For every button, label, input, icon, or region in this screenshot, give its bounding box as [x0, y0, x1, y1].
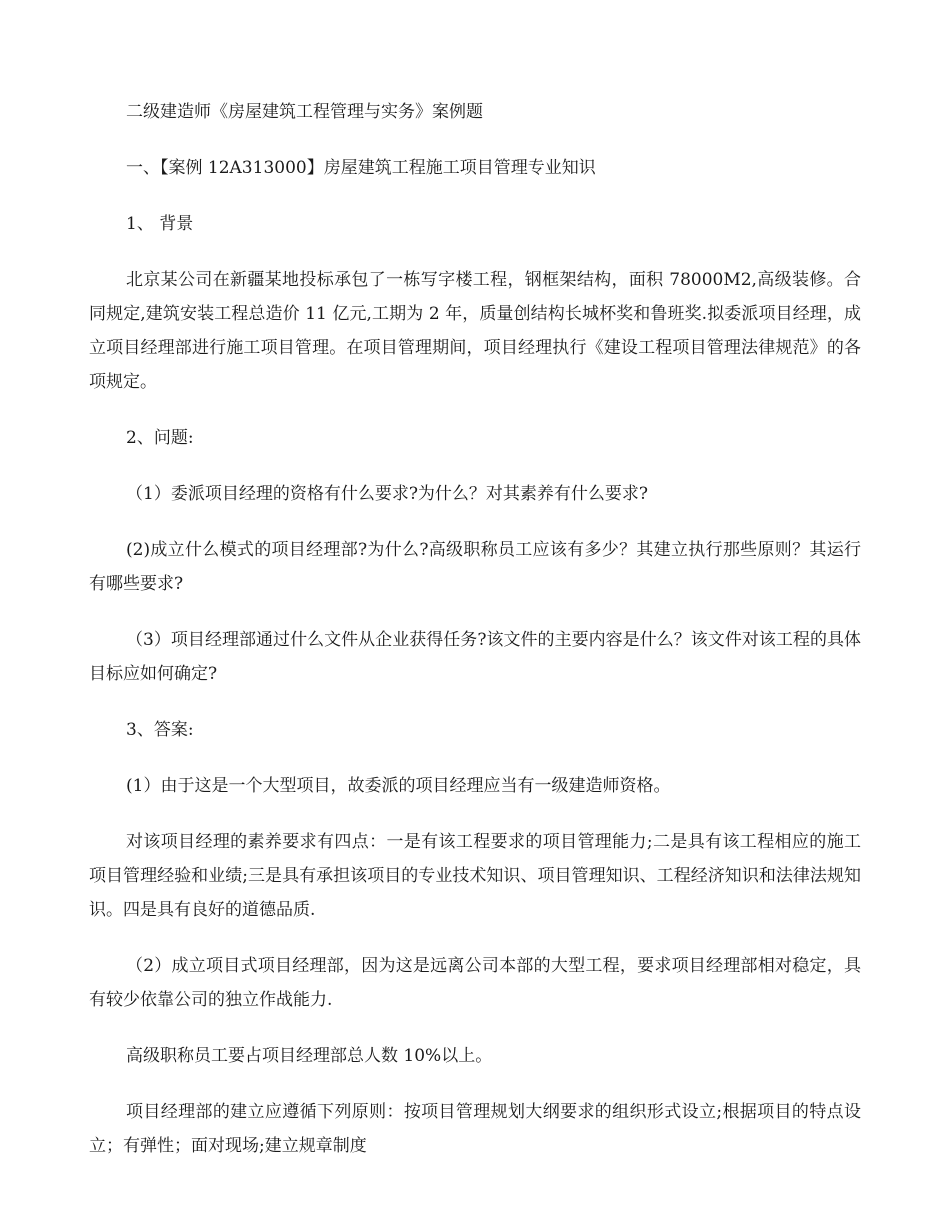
questions-label: 2、问题:: [126, 428, 194, 448]
answers-label: 3、答案:: [126, 720, 194, 740]
question-3: （3）项目经理部通过什么文件从企业获得任务?该文件的主要内容是什么？该文件对该工程的具体目标应如何确定?: [89, 630, 861, 684]
answer-1-detail: 对该项目经理的素养要求有四点：一是有该工程要求的项目管理能力;二是具有该工程相应的施工项目管理经验和业绩;三是具有承担该项目的专业技术知识、项目管理知识、工程经济知识和法律法规知识。四是具有良好的道德品质.: [89, 832, 861, 920]
answer-2: （2）成立项目式项目经理部，因为这是远离公司本部的大型工程，要求项目经理部相对稳定，具有较少依靠公司的独立作战能力.: [89, 956, 861, 1010]
document-title: 二级建造师《房屋建筑工程管理与实务》案例题: [126, 102, 483, 122]
question-2: (2)成立什么模式的项目经理部?为什么?高级职称员工应该有多少？其建立执行那些原则？其运行有哪些要求?: [89, 540, 861, 594]
answer-2-staff: 高级职称员工要占项目经理部总人数 10%以上。: [126, 1046, 493, 1066]
section-heading: 一、【案例 12A313000】房屋建筑工程施工项目管理专业知识: [126, 158, 596, 178]
answer-2-principles: 项目经理部的建立应遵循下列原则：按项目管理规划大纲要求的组织形式设立;根据项目的特点设立；有弹性；面对现场;建立规章制度: [89, 1102, 861, 1156]
document-body: [89, 95, 861, 1185]
background-paragraph: 北京某公司在新疆某地投标承包了一栋写字楼工程，钢框架结构，面积 78000M2,高级装修。合同规定,建筑安装工程总造价 11 亿元,工期为 2 年，质量创结构长城杯奖和鲁班奖.拟委派项目经理，成立项目经理部进行施工项目管理。在项目管理期间，项目经理执行《建设工程项目管理法律规范》的各项规定。: [89, 270, 861, 392]
answer-1: (1）由于这是一个大型项目，故委派的项目经理应当有一级建造师资格。: [126, 776, 671, 796]
question-1: （1）委派项目经理的资格有什么要求?为什么？对其素养有什么要求?: [126, 484, 649, 504]
background-label: 1、 背景: [126, 214, 194, 234]
